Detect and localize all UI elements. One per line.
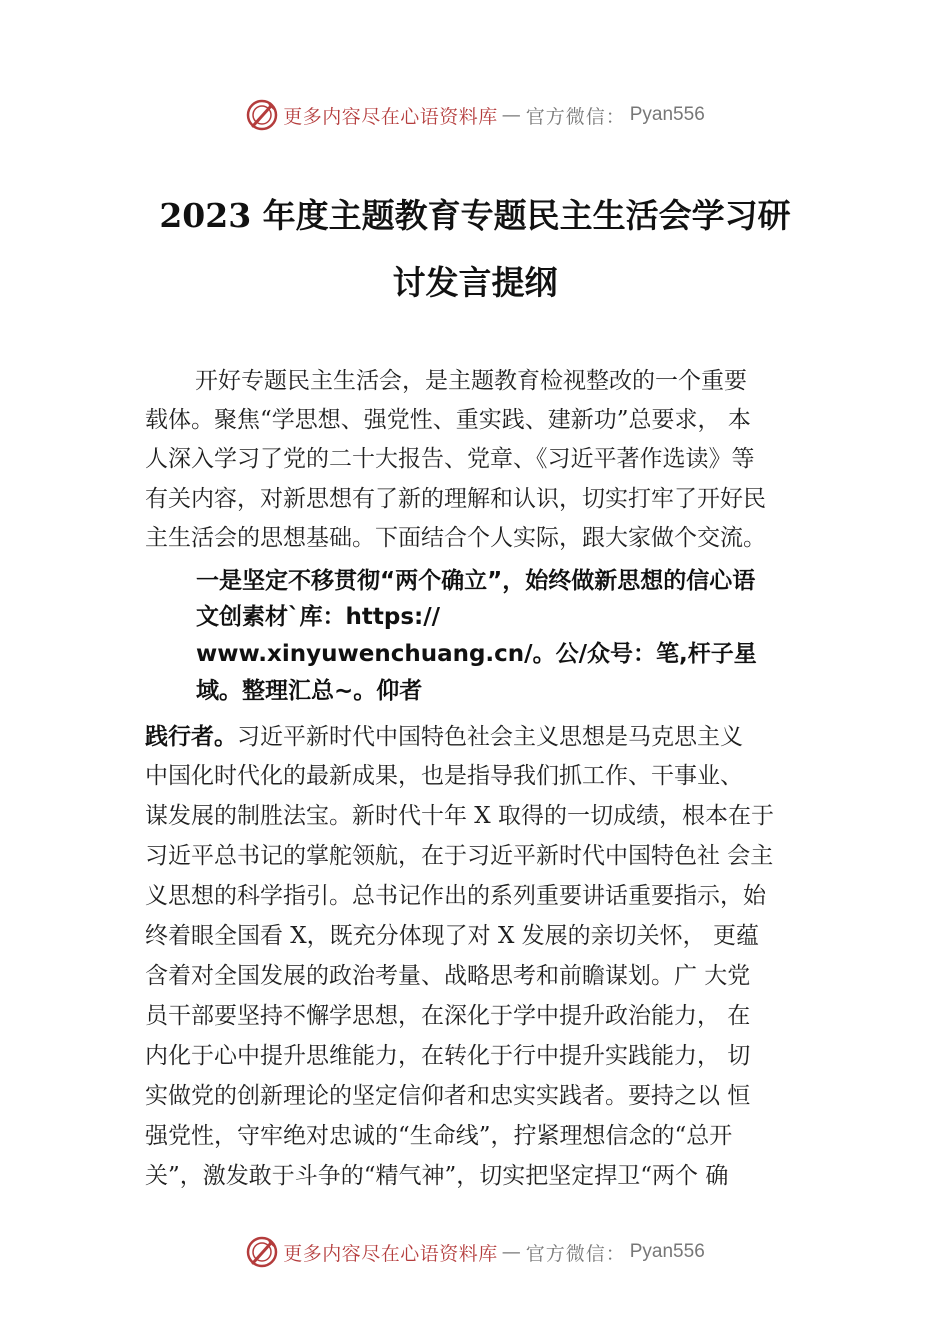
watermark-dash: —: [501, 104, 522, 126]
bold-lead-text: 践行者。: [145, 724, 237, 750]
bold-heading-line: 一是坚定不移贯彻“两个确立”，始终做新思想的信心语: [196, 568, 756, 594]
mixed-body-line: [145, 718, 743, 751]
doc-title-line-1: 2023 年度主题教育专题民主生活会学习研: [159, 196, 791, 235]
doc-title-line-2: 讨发言提纲: [392, 263, 558, 302]
body-line: 有关内容，对新思想有了新的理解和认识，切实打牢了开好民: [145, 486, 766, 512]
body-line: 义思想的科学指引。总书记作出的系列重要讲话重要指示，始: [145, 883, 766, 909]
watermark-content: [245, 98, 705, 132]
body-line: 开好专题民主生活会，是主题教育检视整改的一个重要: [195, 368, 747, 394]
bold-heading-line: 文创素材`库：https://: [196, 604, 441, 630]
body-line: 员干部要坚持不懈学思想，在深化于学中提升政治能力， 在: [145, 1003, 751, 1029]
body-line: 内化于心中提升思维能力，在转化于行中提升实践能力， 切: [145, 1043, 751, 1069]
pen-logo-icon: [245, 98, 279, 132]
bold-heading-line: www.xinyuwenchuang.cn/。公/众号：笔,杆子星: [196, 641, 757, 667]
watermark-label: 官方微信：: [525, 1242, 626, 1265]
footer-watermark: [0, 1232, 950, 1272]
pen-logo-icon: [245, 1235, 279, 1269]
watermark-id: Pyan556: [629, 1241, 705, 1262]
bold-heading-line: 域。整理汇总~。仰者: [196, 678, 423, 704]
body-line: 主生活会的思想基础。下面结合个人实际，跟大家做个交流。: [145, 525, 766, 551]
body-line: 谋发展的制胜法宝。新时代十年 X 取得的一切成绩，根本在于: [145, 803, 774, 829]
body-line: 人深入学习了党的二十大报告、党章、《习近平著作选读》等: [145, 446, 755, 472]
watermark-content: [245, 1235, 705, 1269]
body-line: 实做党的创新理论的坚定信仰者和忠实实践者。要持之以 恒: [145, 1083, 751, 1109]
watermark-brand: 更多内容尽在心语资料库: [283, 1242, 498, 1265]
watermark-label: 官方微信：: [525, 105, 626, 128]
watermark-dash: —: [501, 1241, 522, 1263]
body-line: 习近平总书记的掌舵领航，在于习近平新时代中国特色社 会主: [145, 843, 774, 869]
watermark-id: Pyan556: [629, 104, 705, 125]
normal-text: 习近平新时代中国特色社会主义思想是马克思主义: [237, 724, 743, 750]
body-line: 终着眼全国看 X，既充分体现了对 X 发展的亲切关怀， 更蕴: [145, 923, 759, 949]
body-line: 含着对全国发展的政治考量、战略思考和前瞻谋划。广 大党: [145, 963, 751, 989]
body-line: 关”，激发敢于斗争的“精气神”，切实把坚定捍卫“两个 确: [145, 1163, 729, 1189]
body-line: 强党性，守牢绝对忠诚的“生命线”，拧紧理想信念的“总开: [145, 1123, 733, 1149]
body-line: 载体。聚焦“学思想、强党性、重实践、建新功”总要求， 本: [145, 407, 751, 433]
body-line: 中国化时代化的最新成果，也是指导我们抓工作、干事业、: [145, 763, 743, 789]
header-watermark: [0, 95, 950, 135]
watermark-brand: 更多内容尽在心语资料库: [283, 105, 498, 128]
